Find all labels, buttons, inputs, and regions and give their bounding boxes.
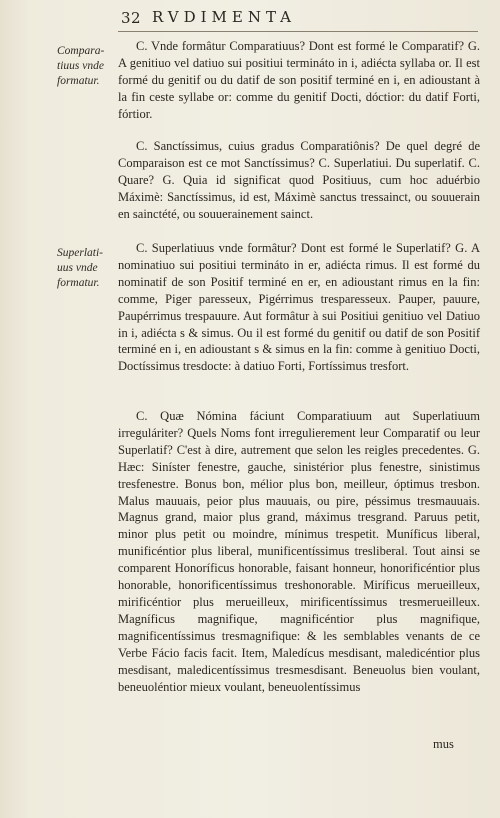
paragraph-text: C. Quæ Nómina fáciunt Comparatiuum aut Superlatiuum irreguláriter? Quels Noms font irregulierement leur Comparatif ou leur Superlatif? C'est à dire, autrement que selon les reigles precedentes. G. Hæc: Siníster fenestre, gauche, sinistérior plus fenestre, sinistimus tresfenestre. Bonus bon, mélior plus bon, meilleur, óptimus tresbon. Malus mauuais, peior plus mauuais, ou pire, péssimus tresmauuais. Magnus grand, maior plus grand, máximus tresgrand. Paruus petit, minor plus petit ou moindre, mínimus trespetit. Muníficus liberal, munificéntior plus liberal, munificentíssimus tresliberal. Tout ainsi se comparent Honoríficus honorable, faisant honneur, honorificéntior plus honorable, honorificentíssimus treshonorable. Miríficus merueilleux, mirificéntior plus merueilleux, mirificentíssimus tresmerueilleux. Magníficus magnifique, magnificéntior plus magnifique, magnificentíssimus tresmagnifique: & les semblables venants de ce Verbe Fácio facis facit. Item, Maledícus mesdisant, maledicéntior plus mesdisant, maledicentíssimus tresmesdisant. Beneuolus bien voulant, beneuoléntior mieux voulant, beneuolentíssimus bbox=[118, 409, 480, 694]
running-title: RVDIMENTA bbox=[152, 8, 296, 26]
margin-note-comparatiuus: Compara- tiuus vnde formatur. bbox=[57, 45, 105, 87]
header-rule bbox=[118, 31, 478, 32]
page-header bbox=[0, 6, 500, 28]
paragraph-superlatiuus bbox=[118, 240, 480, 375]
margin-note-superlatiuus: Superlati- uus vnde formatur. bbox=[57, 247, 103, 289]
page-number: 32 bbox=[121, 9, 142, 27]
paragraph-sanctissimus bbox=[118, 138, 480, 223]
paragraph-text: C. Superlatiuus vnde formâtur? Dont est formé le Superlatif? G. A nominatiuo sui positiui termináto in er, adiécta rimus. Il est formé du nominatif de son Positif terminé en er, en adioustant rimus en la fin: comme, Piger paresseux, Pigérrimus tresparesseux. Pauper, pauure, Paupérrimus trespauure. Aut formâtur à sui Positiui genitiuo vel Datiuo in i, adiécta s & simus. Ou il est formé du genitif ou datif de son Positif terminé en i, en adioustant s & simus en la fin: comme à genitiuo Docti, Doctíssimus tresdocte: à datiuo Forti, Fortíssimus tresfort. bbox=[118, 241, 480, 374]
paragraph-irregular bbox=[118, 408, 480, 695]
paragraph-text: C. Sanctíssimus, cuius gradus Comparatiônis? De quel degré de Comparaison est ce mot Sanctíssimus? C. Superlatiui. Du superlatif. C. Quare? G. Quia id significat quod Positiuus, cum hoc aduérbio Máximè: Sanctíssimus, id est, Máximè sanctus tressainct, ou souuerain en sainctété, ou souuerainement sainct. bbox=[118, 139, 480, 221]
catchword: mus bbox=[433, 737, 454, 751]
paragraph-comparatiuus bbox=[118, 38, 480, 123]
paragraph-text: C. Vnde formâtur Comparatiuus? Dont est formé le Comparatif? G. A genitiuo vel datiuo sui positiui termináto in i, adiécta syllaba or. Il est formé du genitif ou du datif de son positif terminé en i, en adioustant à la fin ceste syllabe or: comme du genitif Docti, dóctior: du datif Forti, fórtior. bbox=[118, 39, 480, 121]
